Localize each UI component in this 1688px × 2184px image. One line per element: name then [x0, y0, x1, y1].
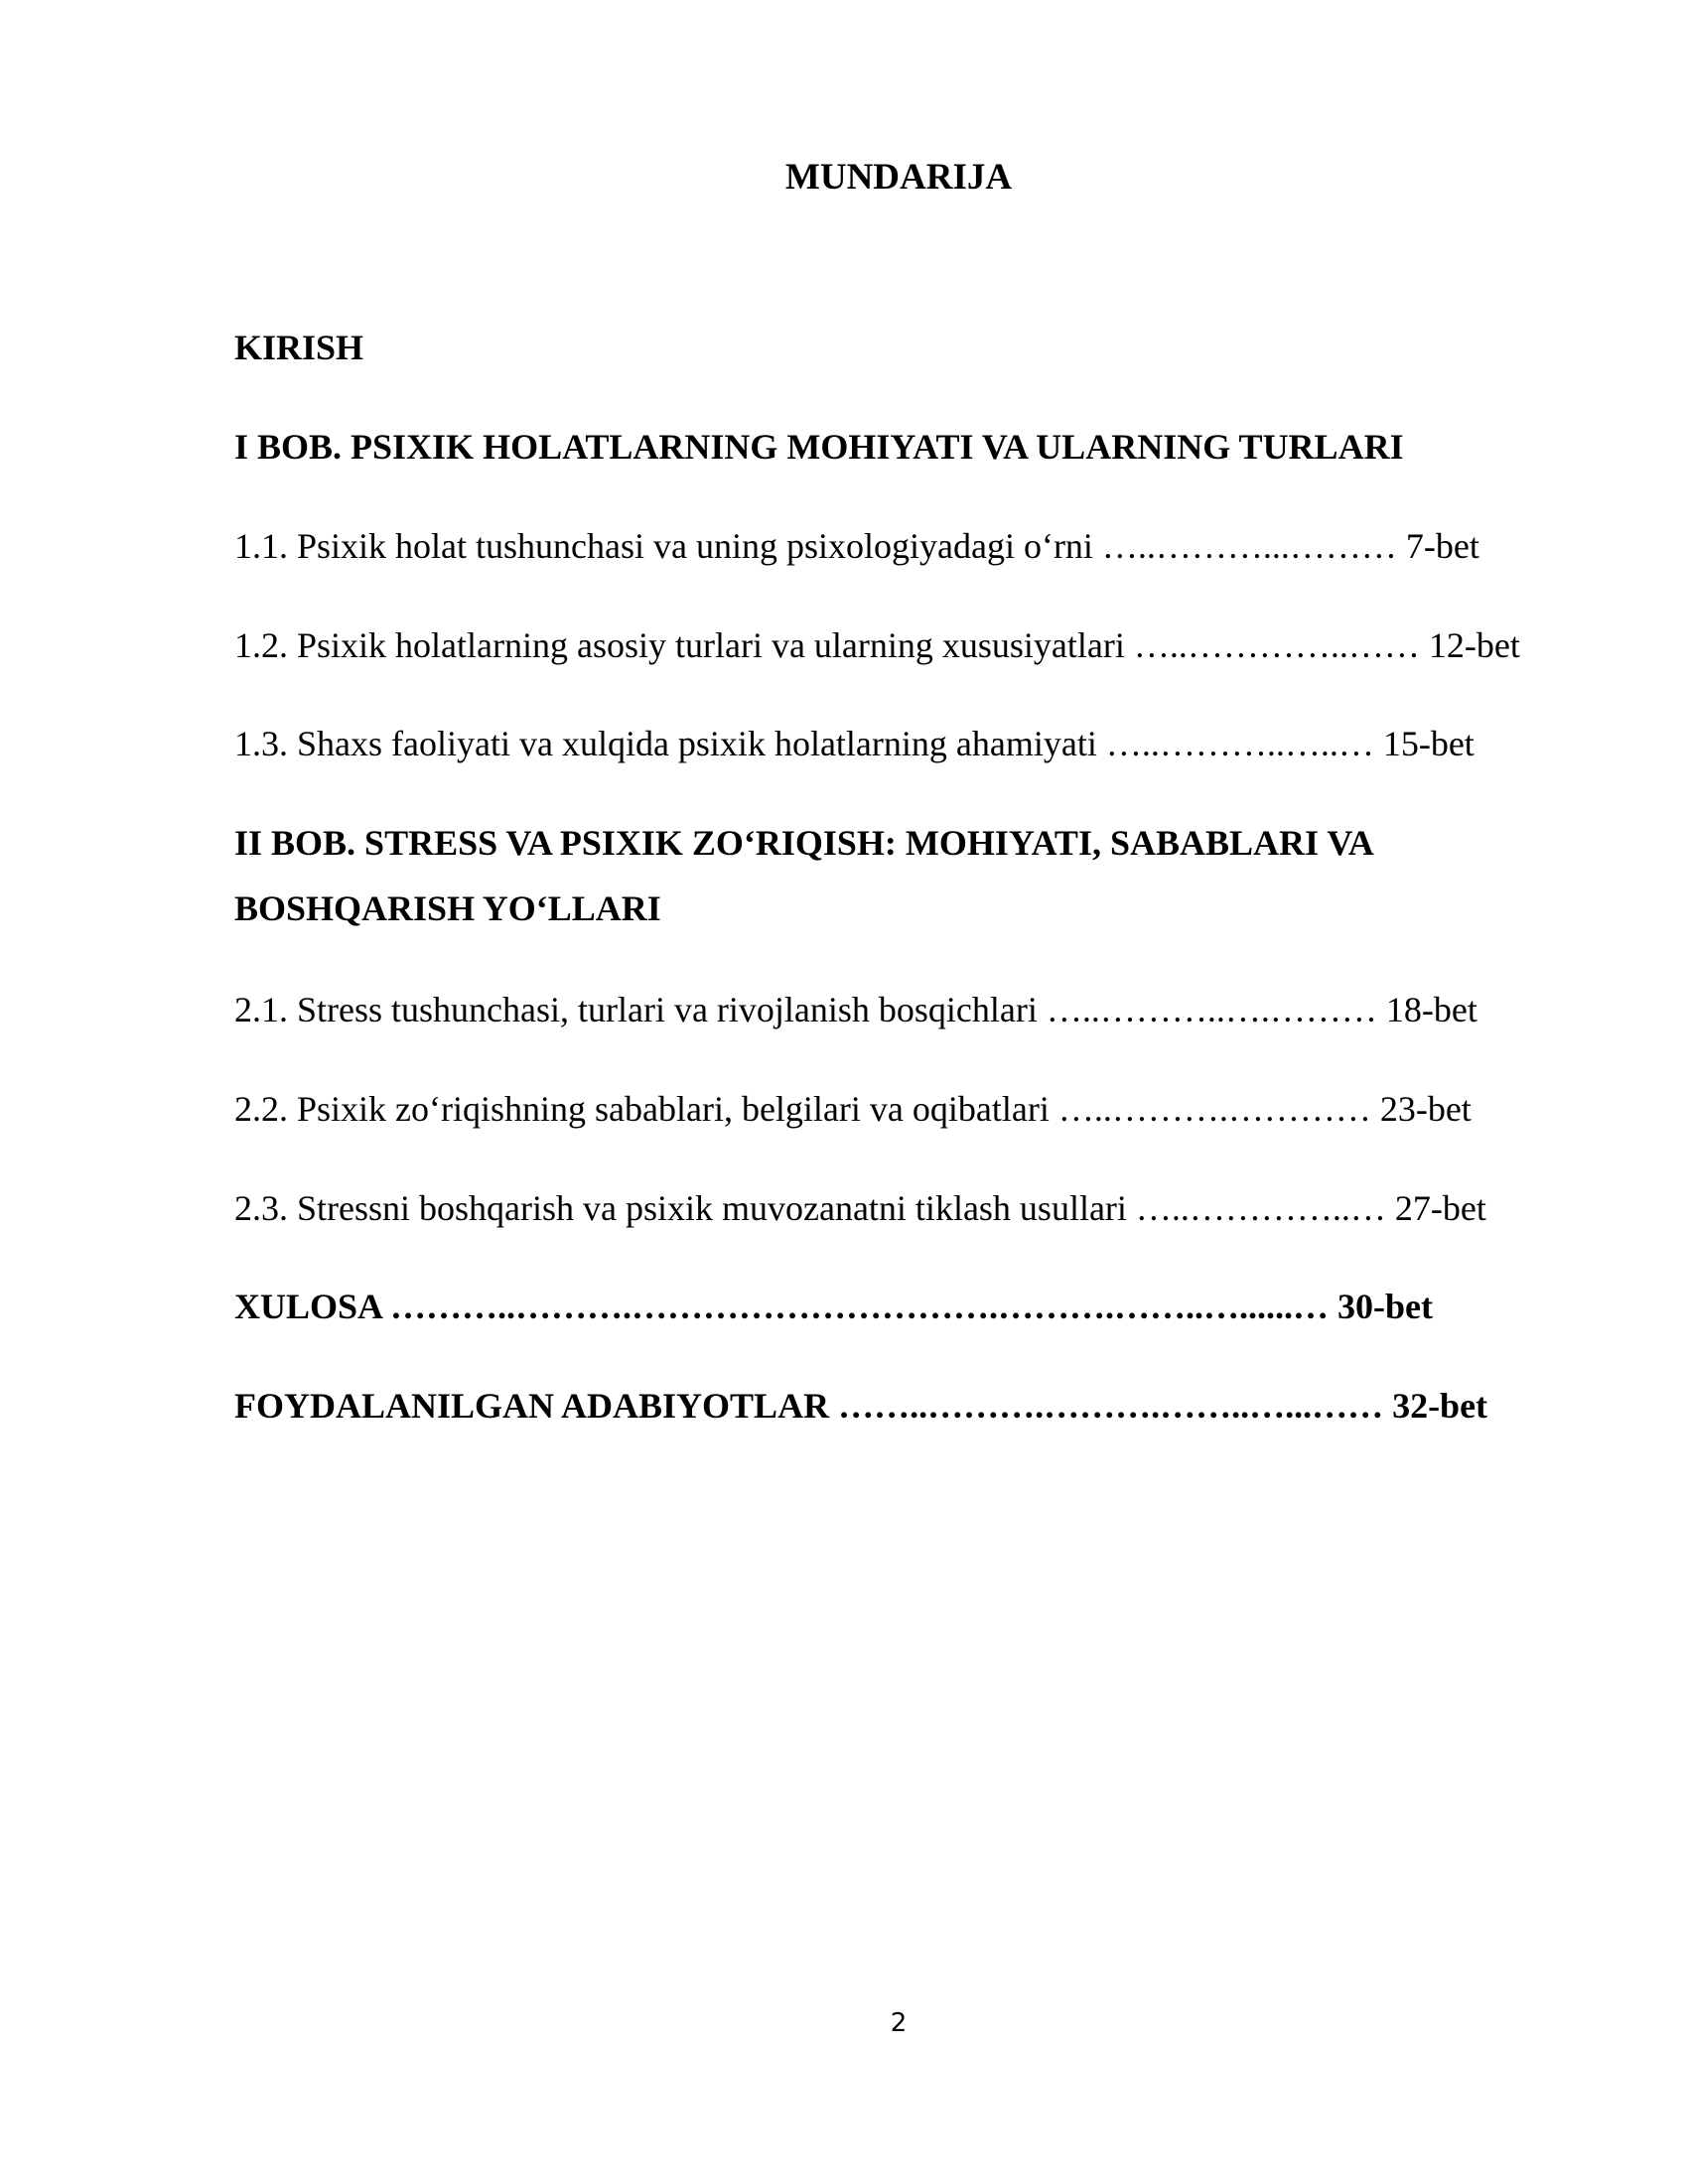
toc-entry-conclusion: XULOSA ………..……….………………………….……….……..…......… 30-bet	[234, 1287, 1434, 1326]
toc-section-2-1: 2.1. Stress tushunchasi, turlari va rivojlanish bosqichlari …..………..….……… 18-bet	[234, 990, 1477, 1029]
toc-entry-introduction: KIRISH	[234, 328, 364, 367]
toc-chapter-1-heading: I BOB. PSIXIK HOLATLARNING MOHIYATI VA ULARNING TURLARI	[234, 427, 1404, 467]
toc-entry-references: FOYDALANILGAN ADABIYOTLAR ……..……….……….……..…...…… 32-bet	[234, 1386, 1488, 1426]
page-number: 2	[890, 2008, 908, 2038]
toc-section-1-2: 1.2. Psixik holatlarning asosiy turlari va ularning xususiyatlari …..…………..…… 12-bet	[234, 625, 1520, 665]
toc-section-2-3: 2.3. Stressni boshqarish va psixik muvozanatni tiklash usullari …..…………..… 27-bet	[234, 1188, 1486, 1228]
page-title: MUNDARIJA	[784, 157, 1013, 198]
toc-chapter-2-heading: II BOB. STRESS VA PSIXIK ZO‘RIQISH: MOHIYATI, SABABLARI VA BOSHQARISH YO‘LLARI	[234, 823, 1372, 928]
toc-section-1-3: 1.3. Shaxs faoliyati va xulqida psixik holatlarning ahamiyati …..………..…..… 15-bet	[234, 724, 1475, 763]
toc-section-2-2: 2.2. Psixik zo‘riqishning sabablari, belgilari va oqibatlari …..……….………… 23-bet	[234, 1089, 1472, 1129]
toc-section-1-1: 1.1. Psixik holat tushunchasi va uning psixologiyadagi o‘rni …..………...……… 7-bet	[234, 526, 1479, 566]
